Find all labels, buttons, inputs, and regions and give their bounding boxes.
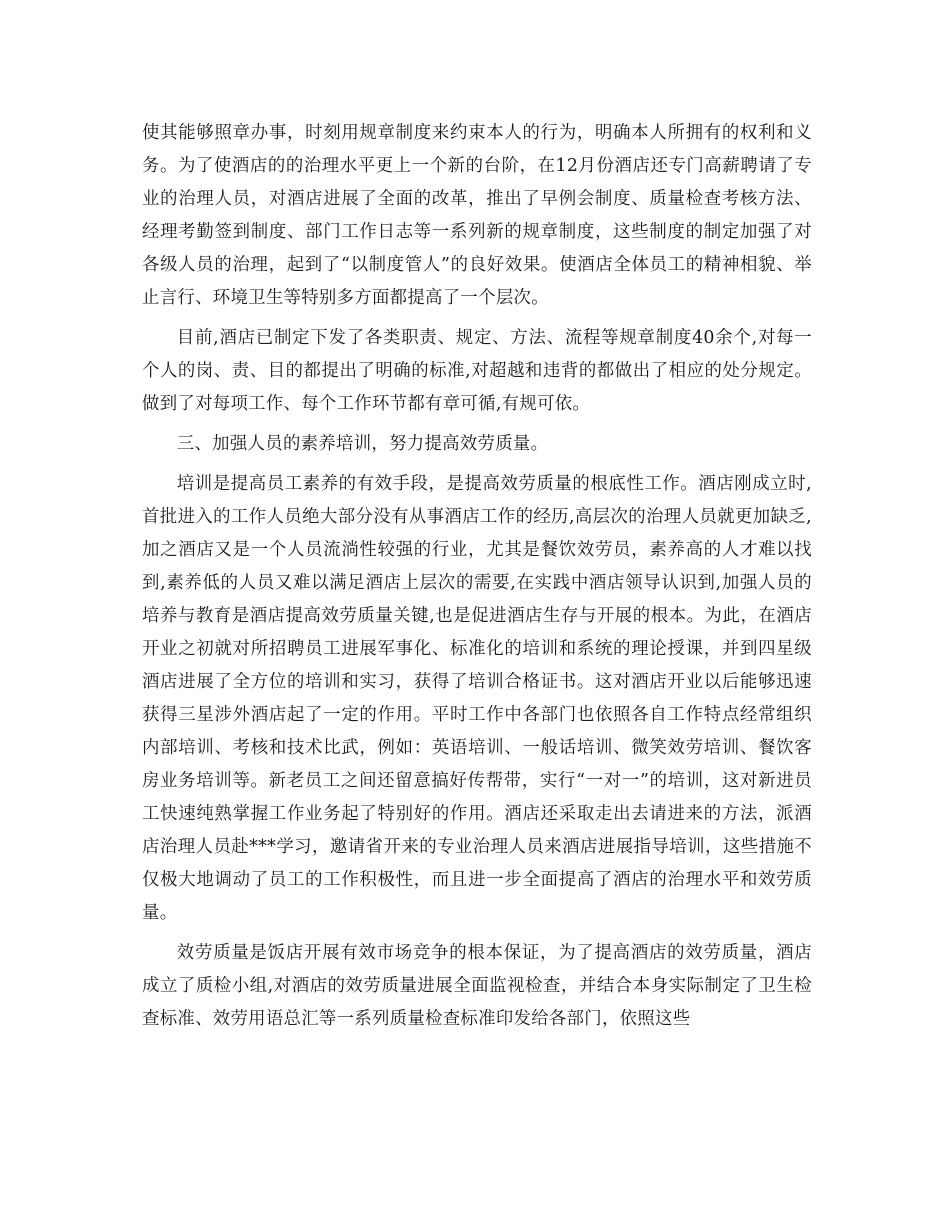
document-body: [142, 117, 812, 1036]
paragraph-3: 培训是提高员工素养的有效手段，是提高效劳质量的根底性工作。酒店刚成立时,首批进入的工作人员绝大部分没有从事酒店工作的经历,高层次的治理人员就更加缺乏,加之酒店又是一个人员流淌性较强的行业，尤其是餐饮效劳员，素养高的人才难以找到,素养低的人员又难以满足酒店上层次的需要,在实践中酒店领导认识到,加强人员的培养与教育是酒店提高效劳质量关键,也是促进酒店生存与开展的根本。为此，在酒店开业之初就对所招聘员工进展军事化、标准化的培训和系统的理论授课，并到四星级酒店进展了全方位的培训和实习，获得了培训合格证书。这对酒店开业以后能够迅速获得三星涉外酒店起了一定的作用。平时工作中各部门也依照各自工作特点经常组织内部培训、考核和技术比武，例如：英语培训、一般话培训、微笑效劳培训、餐饮客房业务培训等。新老员工之间还留意搞好传帮带，实行“一对一”的培训，这对新进员工快速纯熟掌握工作业务起了特别好的作用。酒店还采取走出去请进来的方法，派酒店治理人员赴***学习，邀请省开来的专业治理人员来酒店进展指导培训，这些措施不仅极大地调动了员工的工作积极性，而且进一步全面提高了酒店的治理水平和效劳质量。: [142, 474, 812, 923]
section-heading: 三、加强人员的素养培训，努力提高效劳质量。: [176, 434, 549, 454]
paragraph-2: 目前,酒店已制定下发了各类职责、规定、方法、流程等规章制度40余个,对每一个人的岗、责、目的都提出了明确的标准,对超越和违背的都做出了相应的处分规定。做到了对每项工作、每个工作环节都有章可循,有规可依。: [142, 328, 812, 414]
paragraph-1: 使其能够照章办事，时刻用规章制度来约束本人的行为，明确本人所拥有的权利和义务。为了使酒店的的治理水平更上一个新的台阶，在12月份酒店还专门高薪聘请了专业的治理人员，对酒店进展了全面的改革，推出了早例会制度、质量检查考核方法、经理考勤签到制度、部门工作日志等一系列新的规章制度，这些制度的制定加强了对各级人员的治理，起到了“以制度管人”的良好效果。使酒店全体员工的精神相貌、举止言行、环境卫生等特别多方面都提高了一个层次。: [142, 123, 812, 308]
paragraph-4: 效劳质量是饭店开展有效市场竞争的根本保证，为了提高酒店的效劳质量，酒店成立了质检小组,对酒店的效劳质量进展全面监视检查，并结合本身实际制定了卫生检查标准、效劳用语总汇等一系列质量检查标准印发给各部门，依照这些: [142, 943, 812, 1029]
